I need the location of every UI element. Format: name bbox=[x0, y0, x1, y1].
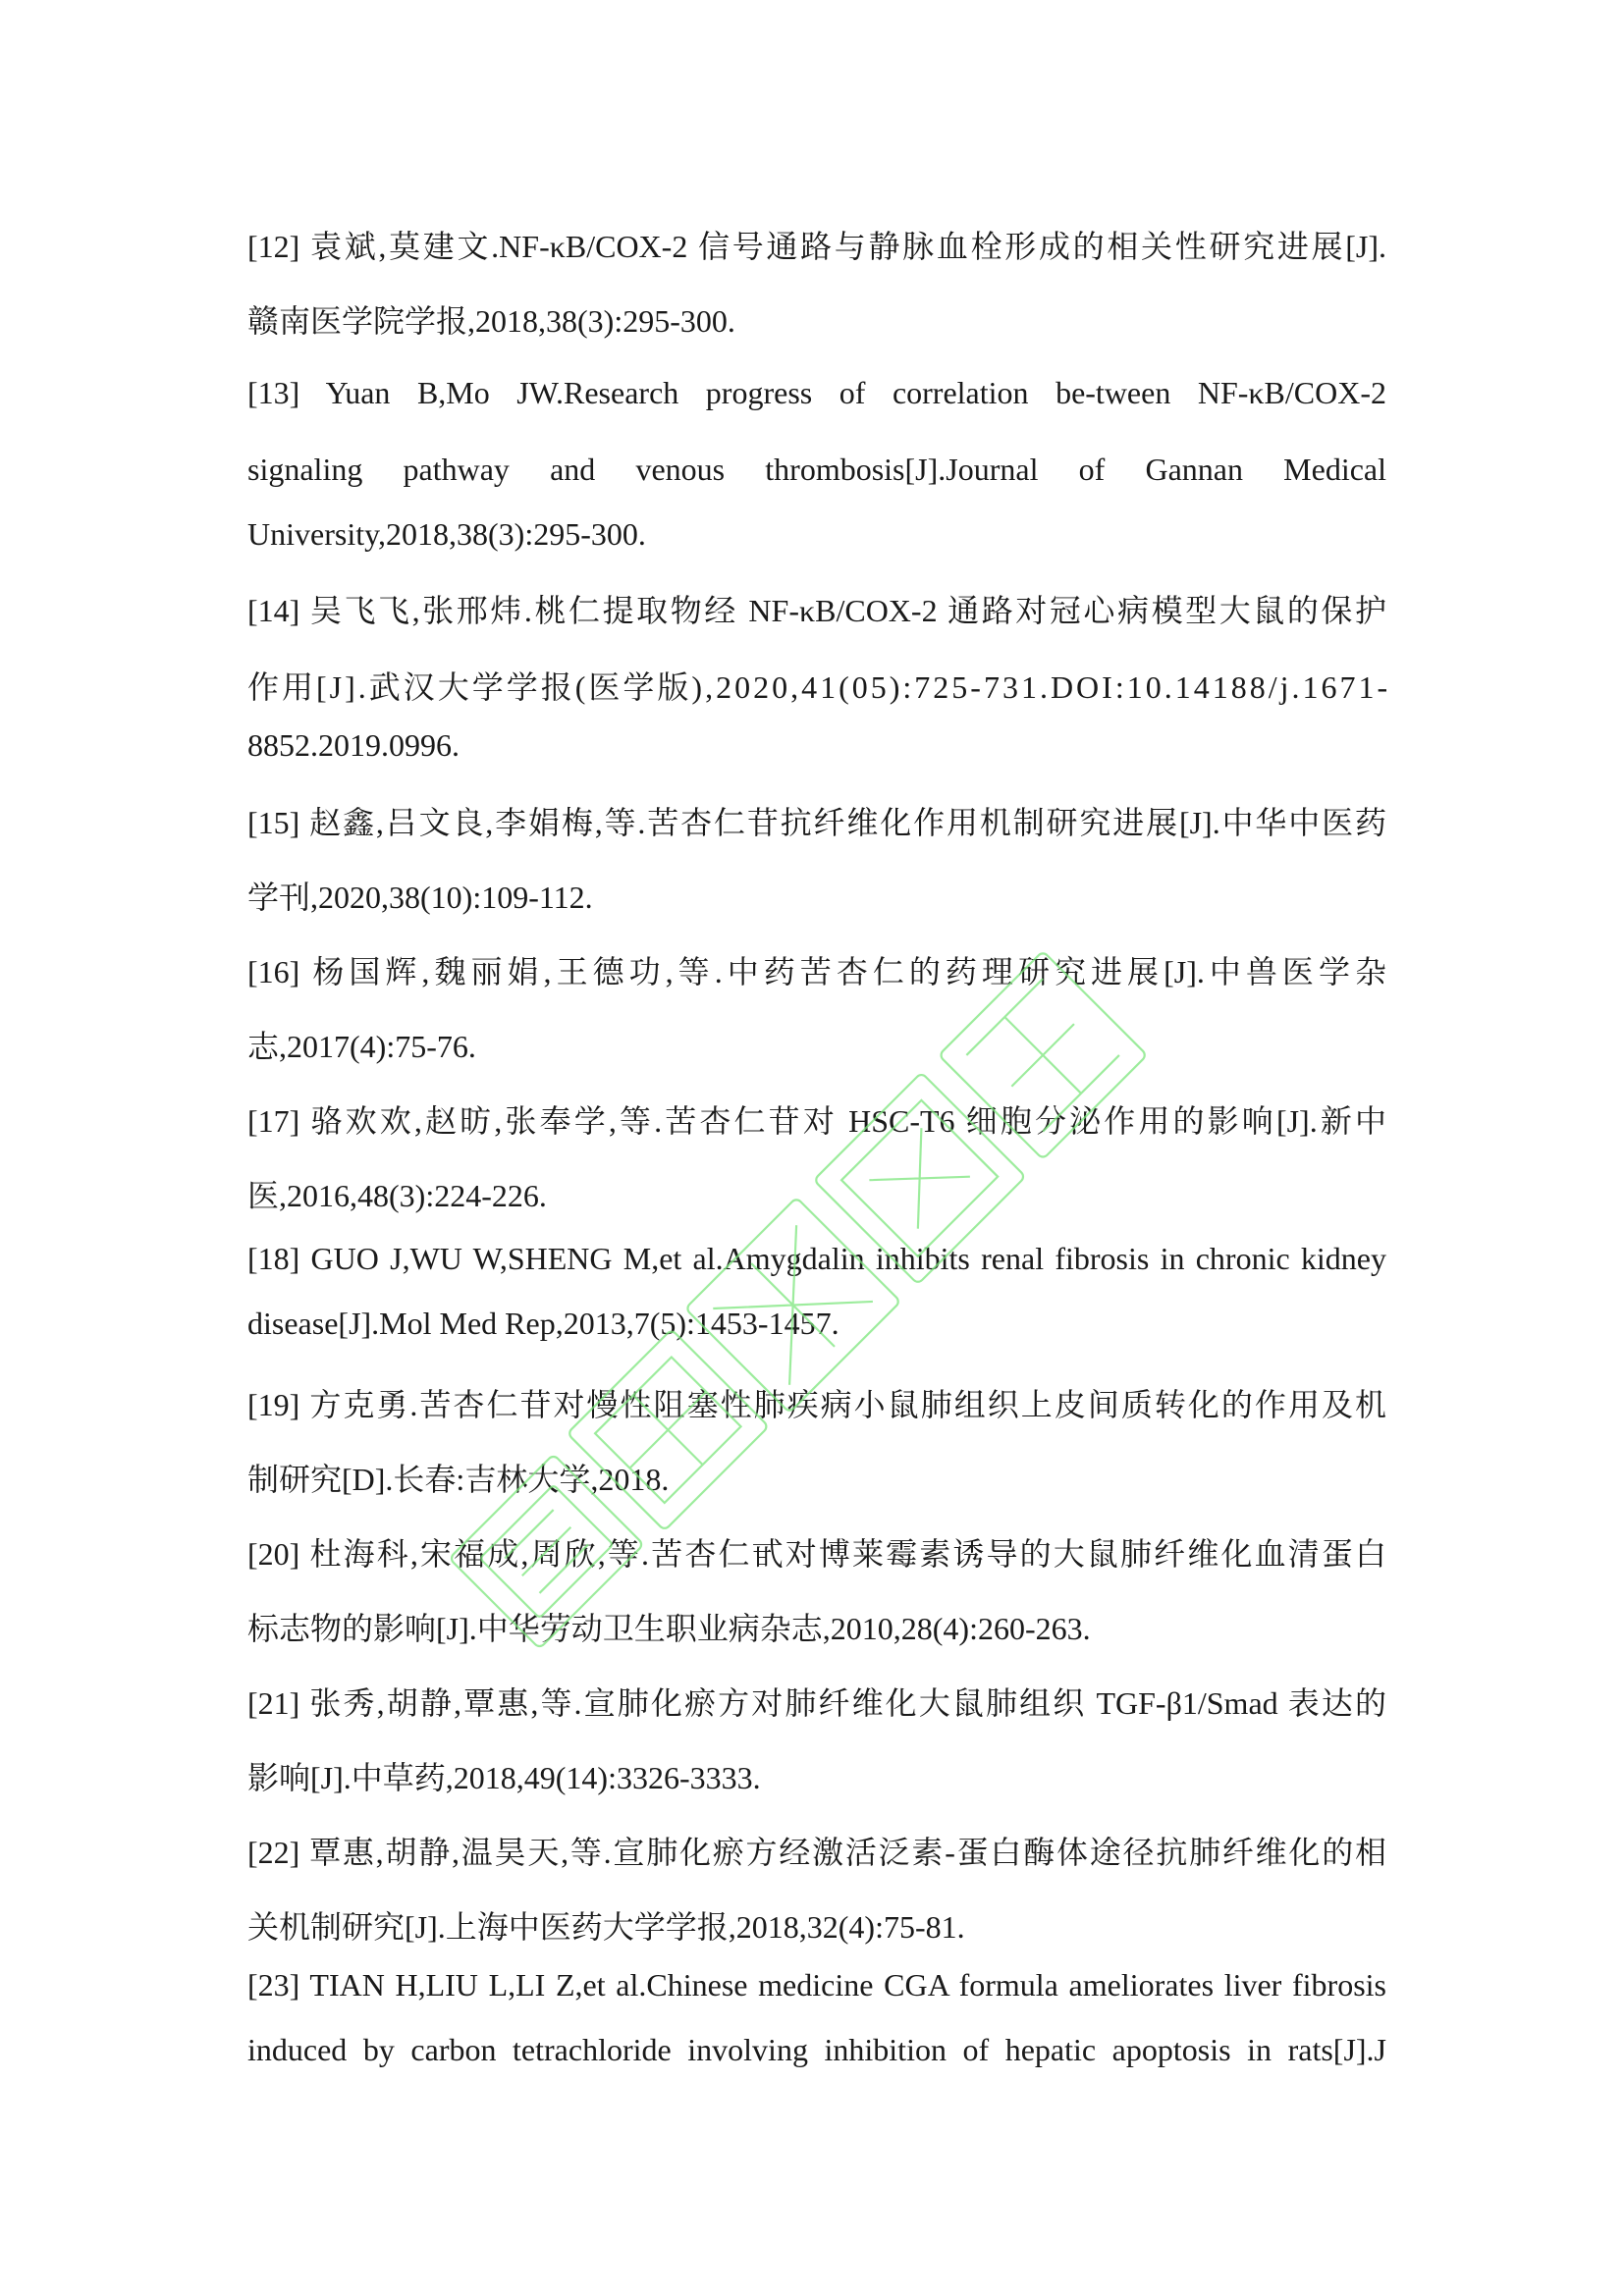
reference-line: 志,2017(4):75-76. bbox=[247, 1029, 476, 1064]
reference-line: signaling pathway and venous thrombosis[J].Journal of Gannan Medical bbox=[247, 452, 1386, 487]
reference-line: 标志物的影响[J].中华劳动卫生职业病杂志,2010,28(4):260-263. bbox=[247, 1611, 1091, 1646]
reference-line: disease[J].Mol Med Rep,2013,7(5):1453-1457. bbox=[247, 1306, 839, 1341]
reference-line: induced by carbon tetrachloride involving inhibition of hepatic apoptosis in rats[J].J bbox=[247, 2032, 1386, 2067]
reference-line: [22] 覃惠,胡静,温昊天,等.宣肺化瘀方经激活泛素-蛋白酶体途径抗肺纤维化的相 bbox=[247, 1835, 1386, 1870]
reference-line: 作用[J].武汉大学学报(医学版),2020,41(05):725-731.DOI:10.14188/j.1671- bbox=[247, 669, 1391, 705]
reference-line: 赣南医学院学报,2018,38(3):295-300. bbox=[247, 303, 735, 339]
reference-line: 影响[J].中草药,2018,49(14):3326-3333. bbox=[247, 1760, 761, 1795]
reference-line: 8852.2019.0996. bbox=[247, 727, 460, 763]
reference-line: [16] 杨国辉,魏丽娟,王德功,等.中药苦杏仁的药理研究进展[J].中兽医学杂 bbox=[247, 954, 1386, 989]
reference-line: [12] 袁斌,莫建文.NF-κB/COX-2 信号通路与静脉血栓形成的相关性研究进展[J]. bbox=[247, 229, 1386, 264]
reference-line: 制研究[D].长春:吉林大学,2018. bbox=[247, 1462, 670, 1497]
reference-line: [14] 吴飞飞,张邢炜.桃仁提取物经 NF-κB/COX-2 通路对冠心病模型大鼠的保护 bbox=[247, 593, 1386, 628]
reference-line: [13] Yuan B,Mo JW.Research progress of correlation be-tween NF-κB/COX-2 bbox=[247, 375, 1386, 410]
reference-line: [20] 杜海科,宋福成,周欣,等.苦杏仁甙对博莱霉素诱导的大鼠肺纤维化血清蛋白 bbox=[247, 1536, 1386, 1572]
reference-line: [21] 张秀,胡静,覃惠,等.宣肺化瘀方对肺纤维化大鼠肺组织 TGF-β1/Smad 表达的 bbox=[247, 1685, 1386, 1721]
reference-line: [17] 骆欢欢,赵昉,张奉学,等.苦杏仁苷对 HSC-T6 细胞分泌作用的影响[J].新中 bbox=[247, 1103, 1386, 1139]
reference-line: [19] 方克勇.苦杏仁苷对慢性阻塞性肺疾病小鼠肺组织上皮间质转化的作用及机 bbox=[247, 1387, 1386, 1422]
reference-line: 医,2016,48(3):224-226. bbox=[247, 1178, 547, 1213]
reference-line: [15] 赵鑫,吕文良,李娟梅,等.苦杏仁苷抗纤维化作用机制研究进展[J].中华中医药 bbox=[247, 805, 1386, 840]
reference-line: [23] TIAN H,LIU L,LI Z,et al.Chinese medicine CGA formula ameliorates liver fibrosis bbox=[247, 1967, 1386, 2002]
reference-line: 学刊,2020,38(10):109-112. bbox=[247, 880, 593, 915]
reference-line: University,2018,38(3):295-300. bbox=[247, 516, 646, 552]
reference-line: [18] GUO J,WU W,SHENG M,et al.Amygdalin inhibits renal fibrosis in chronic kidney bbox=[247, 1241, 1386, 1276]
reference-line: 关机制研究[J].上海中医药大学学报,2018,32(4):75-81. bbox=[247, 1909, 965, 1945]
